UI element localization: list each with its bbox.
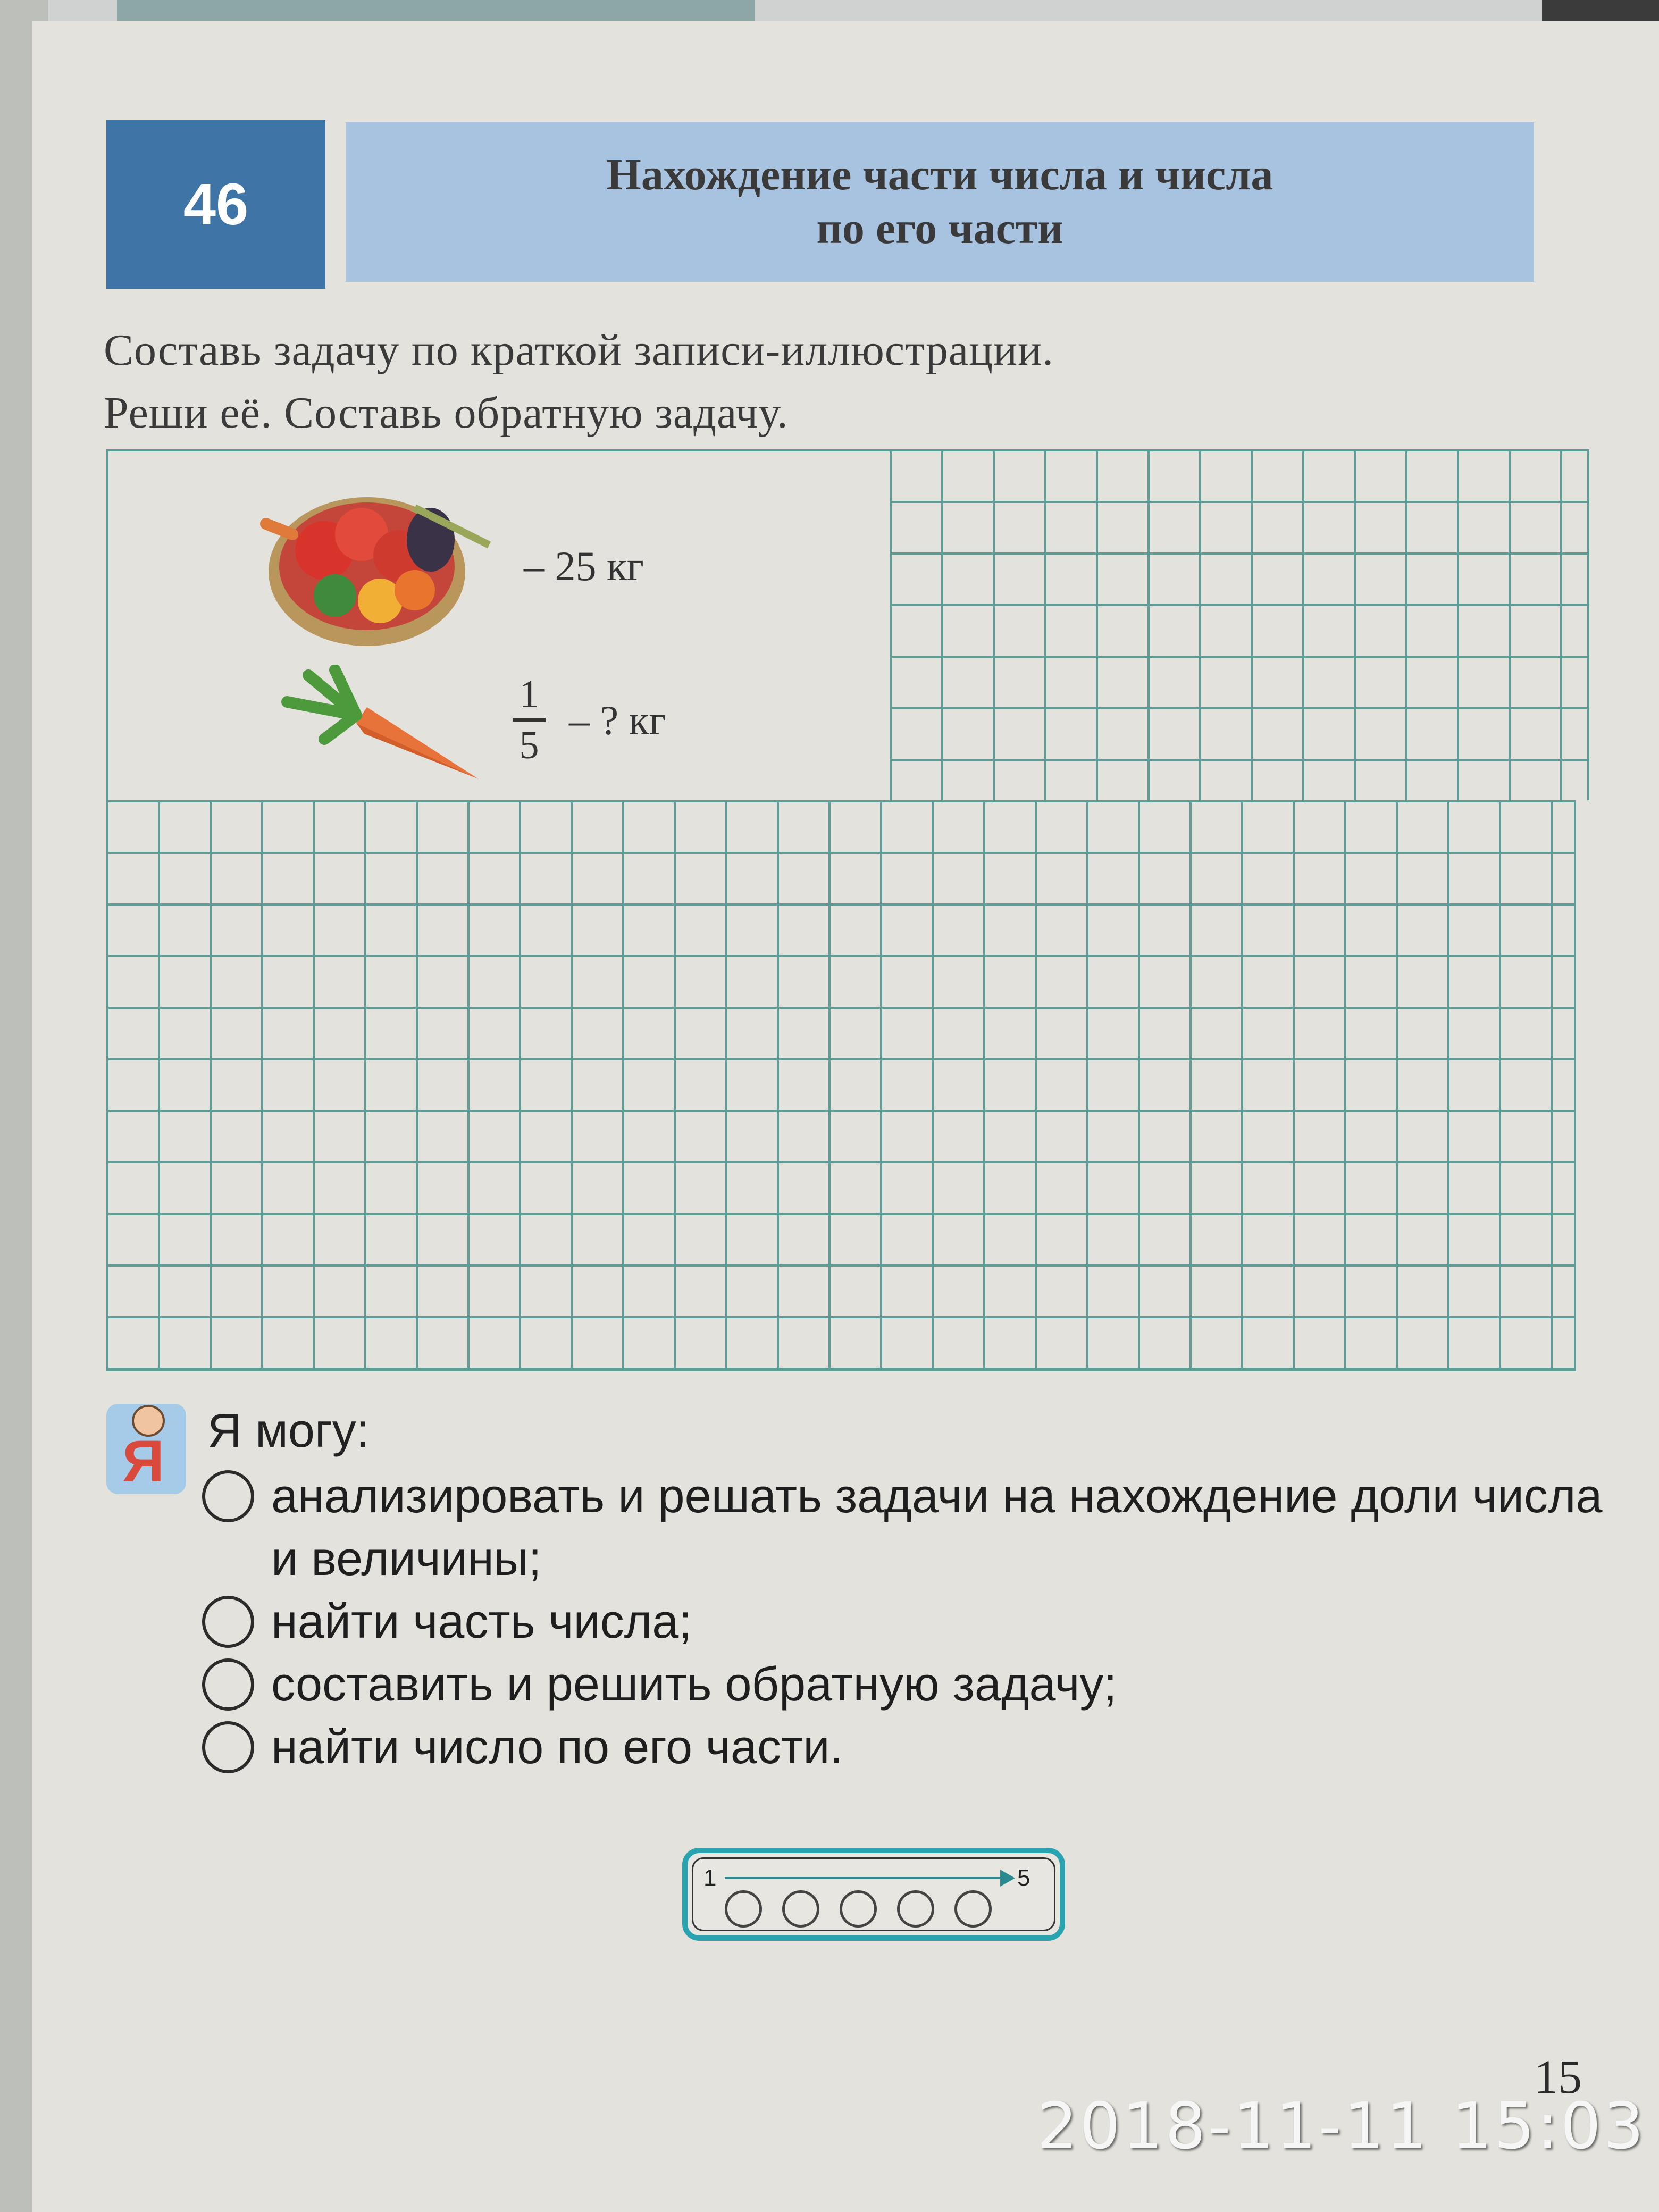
check-circle[interactable] [202, 1470, 254, 1522]
lesson-number: 46 [106, 120, 325, 289]
ya-letter: Я [122, 1429, 165, 1494]
fraction-bar [513, 718, 546, 722]
self-check-icon [106, 1404, 186, 1494]
self-check-item-text: найти число по его части. [271, 1721, 843, 1774]
lesson-title [346, 122, 1534, 282]
self-check-item [202, 1716, 1611, 1779]
self-check-list [202, 1465, 1611, 1779]
check-circle[interactable] [202, 1596, 254, 1648]
lesson-title-line: по его части [816, 204, 1063, 253]
fraction [510, 673, 548, 767]
task-text [104, 319, 1539, 445]
page-number: 15 [1534, 2051, 1582, 2104]
self-check-item-text: найти часть числа; [271, 1595, 692, 1648]
task-line: Реши её. Составь обратную задачу. [104, 388, 789, 438]
writing-grid-top[interactable] [890, 449, 1589, 800]
self-check-item [202, 1465, 1611, 1590]
check-circle[interactable] [202, 1721, 254, 1773]
writing-grid[interactable] [106, 800, 1576, 1371]
fraction-numerator: 1 [519, 673, 539, 716]
scale-start-label: 1 [703, 1865, 717, 1891]
self-rating-scale [682, 1848, 1065, 1941]
rating-circle[interactable] [897, 1890, 934, 1928]
check-circle[interactable] [202, 1658, 254, 1711]
rating-circle[interactable] [954, 1890, 992, 1928]
rating-circle[interactable] [725, 1890, 762, 1928]
rating-circles [725, 1890, 992, 1928]
rating-circle[interactable] [782, 1890, 819, 1928]
vegetable-basket-icon [255, 476, 495, 651]
part-mass-label: – ? кг [569, 697, 666, 743]
arrow-right-icon [725, 1877, 1012, 1879]
photo-timestamp: 2018-11-11 15:03 [1037, 2090, 1646, 2164]
illustration-frame [106, 449, 892, 802]
self-check-item-text: анализировать и решать задачи на нахождение доли числа и величины; [271, 1470, 1603, 1586]
lesson-title-line: Нахождение части числа и числа [606, 150, 1273, 200]
self-check-item-text: составить и решить обратную задачу; [271, 1658, 1117, 1711]
fraction-denominator: 5 [519, 724, 539, 767]
task-line: Составь задачу по краткой записи-иллюстрации. [104, 325, 1054, 375]
carrot-icon [276, 665, 489, 787]
total-mass-label: – 25 кг [524, 543, 644, 589]
scale-end-label: 5 [1017, 1865, 1030, 1891]
self-check-item [202, 1653, 1611, 1716]
self-check-title: Я могу: [207, 1404, 370, 1457]
self-check-item [202, 1590, 1611, 1653]
rating-circle[interactable] [840, 1890, 877, 1928]
